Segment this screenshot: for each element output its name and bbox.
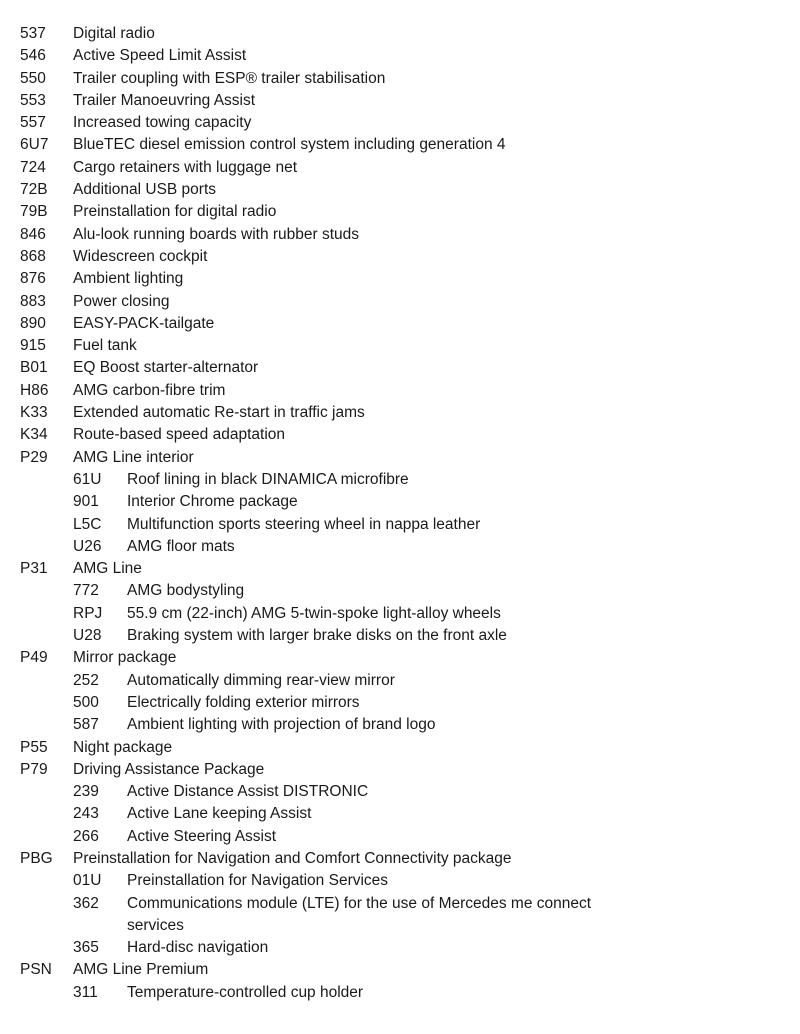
- option-description: Digital radio: [73, 25, 155, 42]
- sub-option-row: [0, 692, 800, 714]
- option-row: [0, 759, 800, 781]
- option-code: 500: [73, 693, 99, 711]
- option-code: 61U: [73, 470, 102, 488]
- option-description: Trailer coupling with ESP® trailer stabilisation: [73, 69, 386, 87]
- option-code: K34: [20, 426, 48, 444]
- option-row: [0, 268, 800, 290]
- option-description: Ambient lighting with projection of brand logo: [127, 716, 436, 734]
- option-description: Active Lane keeping Assist: [127, 805, 312, 823]
- sub-option-row: [0, 826, 800, 848]
- option-description: Night package: [73, 738, 173, 756]
- option-description: Active Steering Assist: [127, 827, 277, 845]
- option-row: [0, 848, 800, 870]
- sub-option-row: [0, 781, 800, 803]
- option-description: Preinstallation for Navigation and Comfort Connectivity package: [73, 849, 512, 867]
- option-code: 6U7: [20, 136, 49, 154]
- option-description: Preinstallation for digital radio: [73, 203, 277, 221]
- option-description: Cargo retainers with luggage net: [73, 158, 298, 176]
- option-description: Braking system with larger brake disks on the front axle: [127, 627, 507, 645]
- option-code: 311: [73, 983, 98, 1001]
- option-code: 72B: [20, 181, 48, 199]
- sub-option-row: [0, 893, 800, 938]
- option-description: AMG Line Premium: [73, 961, 209, 979]
- option-description: Driving Assistance Package: [73, 760, 265, 778]
- sub-option-row: [0, 714, 800, 736]
- option-code: 546: [20, 47, 46, 65]
- option-description: Multifunction sports steering wheel in nappa leather: [127, 515, 481, 533]
- option-description: Ambient lighting: [73, 270, 184, 288]
- option-description: Additional USB ports: [73, 181, 217, 199]
- option-code: 537: [20, 25, 46, 42]
- sub-option-row: [0, 625, 800, 647]
- option-description: Active Distance Assist DISTRONIC: [127, 783, 369, 801]
- sub-option-row: [0, 603, 800, 625]
- option-code: 587: [73, 716, 99, 734]
- option-code: 890: [20, 314, 46, 332]
- sub-option-row: [0, 803, 800, 825]
- option-row: [0, 558, 800, 580]
- option-code: 846: [20, 225, 46, 243]
- sub-option-row: [0, 670, 800, 692]
- option-description: AMG bodystyling: [127, 582, 245, 600]
- option-row: [0, 224, 800, 246]
- option-row: [0, 447, 800, 469]
- option-code: 252: [73, 671, 99, 689]
- option-code: RPJ: [73, 604, 103, 622]
- option-code: 901: [73, 493, 99, 511]
- option-description: Electrically folding exterior mirrors: [127, 693, 360, 711]
- sub-option-row: [0, 580, 800, 602]
- option-code: 915: [20, 337, 46, 355]
- option-description: Active Speed Limit Assist: [73, 47, 247, 65]
- option-code: P55: [20, 738, 48, 756]
- option-row: [0, 291, 800, 313]
- sub-option-row: [0, 870, 800, 892]
- option-code: 868: [20, 247, 46, 265]
- option-row: [0, 68, 800, 90]
- option-description: AMG carbon-fibre trim: [73, 381, 226, 399]
- option-code: 239: [73, 783, 99, 801]
- option-description: Fuel tank: [73, 337, 137, 355]
- option-code: U26: [73, 537, 102, 555]
- option-row: [0, 335, 800, 357]
- option-description: EQ Boost starter-alternator: [73, 359, 259, 377]
- option-row: [0, 380, 800, 402]
- option-description: Hard-disc navigation: [127, 939, 269, 957]
- sub-option-row: [0, 491, 800, 513]
- option-description: Preinstallation for Navigation Services: [127, 872, 389, 890]
- option-description: Trailer Manoeuvring Assist: [73, 91, 256, 109]
- sub-option-row: [0, 514, 800, 536]
- option-description: Widescreen cockpit: [73, 247, 208, 265]
- option-description: AMG Line interior: [73, 448, 194, 466]
- option-row: [0, 23, 800, 45]
- option-row: [0, 959, 800, 981]
- option-row: [0, 357, 800, 379]
- option-description: Alu-look running boards with rubber studs: [73, 225, 360, 243]
- option-code: 362: [73, 894, 99, 912]
- option-row: [0, 179, 800, 201]
- option-code: PBG: [20, 849, 53, 867]
- option-row: [0, 647, 800, 669]
- option-code: 553: [20, 91, 46, 109]
- option-row: [0, 246, 800, 268]
- option-code: B01: [20, 359, 48, 377]
- sub-option-row: [0, 982, 800, 1004]
- option-row: [0, 112, 800, 134]
- sub-option-row: [0, 937, 800, 959]
- option-description: Automatically dimming rear-view mirror: [127, 671, 395, 689]
- option-description: Roof lining in black DINAMICA microfibre: [127, 470, 409, 488]
- option-description: AMG floor mats: [127, 537, 235, 555]
- option-row: [0, 157, 800, 179]
- option-code: L5C: [73, 515, 102, 533]
- sub-option-row: [0, 536, 800, 558]
- option-row: [0, 424, 800, 446]
- option-row: [0, 45, 800, 67]
- option-code: 266: [73, 827, 99, 845]
- option-description: EASY-PACK-tailgate: [73, 314, 215, 332]
- option-code: PSN: [20, 961, 52, 979]
- option-code: 365: [73, 939, 99, 957]
- option-description: Increased towing capacity: [73, 114, 252, 132]
- sub-option-row: [0, 469, 800, 491]
- option-row: [0, 737, 800, 759]
- option-code-list: [0, 23, 800, 1004]
- option-row: [0, 402, 800, 424]
- option-description: Communications module (LTE) for the use of Mercedes me connect services: [127, 894, 592, 934]
- option-code: P29: [20, 448, 48, 466]
- option-row: [0, 134, 800, 156]
- option-code: K33: [20, 404, 48, 422]
- option-description: Power closing: [73, 292, 170, 310]
- option-code: 724: [20, 158, 46, 176]
- option-code: 772: [73, 582, 99, 600]
- option-code: 01U: [73, 872, 102, 890]
- option-code: P31: [20, 560, 48, 578]
- option-code: P79: [20, 760, 48, 778]
- option-row: [0, 90, 800, 112]
- option-code: 557: [20, 114, 46, 132]
- option-description: BlueTEC diesel emission control system including generation 4: [73, 136, 506, 154]
- option-description: Route-based speed adaptation: [73, 426, 285, 444]
- option-code: 79B: [20, 203, 48, 221]
- option-code: 550: [20, 69, 46, 87]
- option-description: AMG Line: [73, 560, 142, 578]
- option-description: Temperature-controlled cup holder: [127, 983, 364, 1001]
- option-code: H86: [20, 381, 49, 399]
- option-description: Interior Chrome package: [127, 493, 298, 511]
- option-row: [0, 201, 800, 223]
- option-code: 876: [20, 270, 46, 288]
- option-description: Mirror package: [73, 649, 177, 667]
- option-row: [0, 313, 800, 335]
- option-code: 883: [20, 292, 46, 310]
- option-code: U28: [73, 627, 102, 645]
- option-description: Extended automatic Re-start in traffic jams: [73, 404, 365, 422]
- option-description: 55.9 cm (22-inch) AMG 5-twin-spoke light-alloy wheels: [127, 604, 501, 622]
- option-code: 243: [73, 805, 99, 823]
- option-code: P49: [20, 649, 48, 667]
